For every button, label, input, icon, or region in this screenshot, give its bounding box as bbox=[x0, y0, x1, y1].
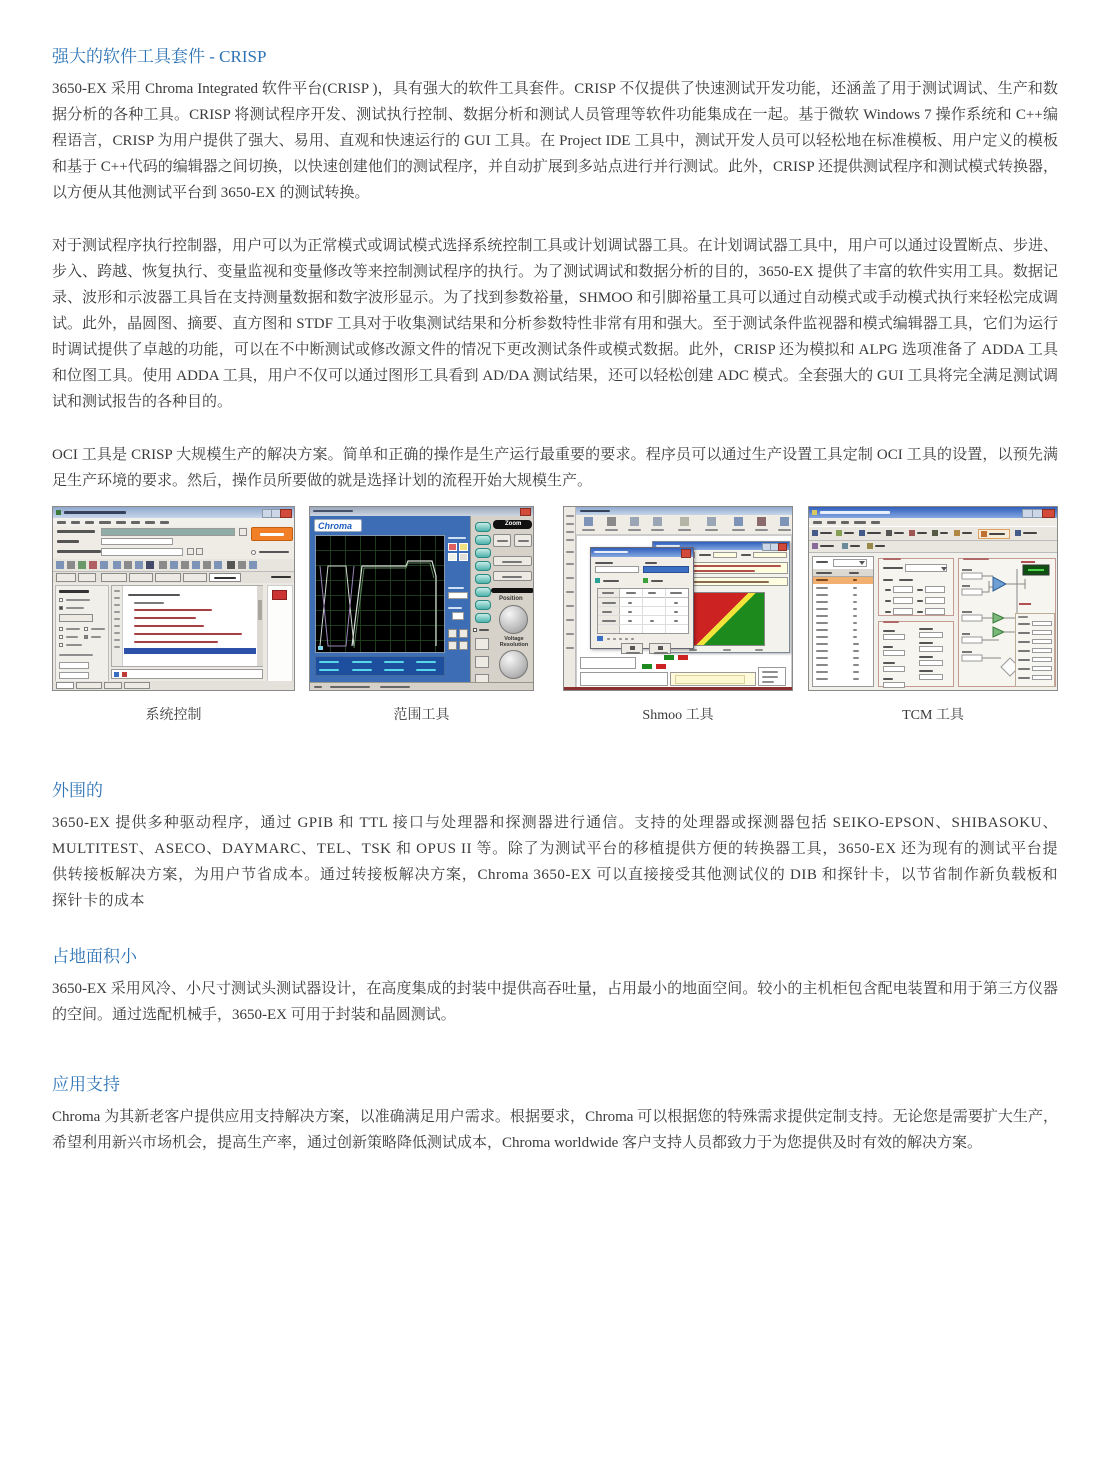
shmoo-setting-dialog bbox=[590, 547, 694, 649]
start-button bbox=[251, 527, 293, 541]
toolbar bbox=[53, 559, 294, 572]
window-titlebar bbox=[53, 507, 294, 518]
chevron-down-icon bbox=[941, 567, 947, 571]
close-plot-button bbox=[649, 643, 671, 654]
toolbar bbox=[809, 526, 1057, 541]
caption-scope: 范围工具 bbox=[393, 708, 450, 723]
selected-pin-row bbox=[813, 577, 873, 584]
menu-bar bbox=[53, 518, 294, 526]
zoom-out-button bbox=[514, 534, 532, 547]
paragraph-footprint: 3650-EX 采用风冷、小尺寸测试头测试器设计，在高度集成的封装中提供高吞吐量，占用最小的地面空间。较小的主机柜包含配电装置和用于第三方仪器的空间。通过选配机械手，3650-EX 可用于封装和晶圆测试。 bbox=[52, 981, 1058, 1023]
parameter-table bbox=[597, 588, 689, 634]
pin-mode-groupbox bbox=[878, 621, 954, 687]
window-titlebar bbox=[809, 507, 1057, 518]
code-editor bbox=[111, 585, 263, 667]
background-window-edge bbox=[564, 507, 576, 691]
menu-bar bbox=[809, 518, 1057, 526]
instrument-panel bbox=[470, 516, 533, 690]
measurement-readout bbox=[315, 656, 445, 676]
position-label: Position bbox=[499, 596, 523, 602]
tool-gallery bbox=[52, 506, 1058, 724]
chevron-down-icon bbox=[859, 561, 865, 565]
paragraph-peripheral: 3650-EX 提供多种驱动程序，通过 GPIB 和 TTL 接口与处理器和探测器进行通信。支持的处理器或探测器包括 SEIKO-EPSON、SHIBASOKU、MULTITEST、ASECO、DAYMARC、TEL、TSK 和 OPUS II 等。除了为测试平台的移植提供方便的转换器工具，3650-EX 还为现有的测试平台提供转接板解决方案，为用户节省成本。通过转接板解决方案，Chroma 3650-EX 可以直接接受其他测试仪的 DIB 和探针卡，以节省制作新负载板和探针卡的成本 bbox=[52, 815, 1058, 909]
pin-list-panel bbox=[812, 556, 874, 687]
gallery-item-system-control bbox=[52, 506, 295, 724]
legend-pass-swatch bbox=[664, 655, 674, 660]
horizontal-button bbox=[493, 556, 532, 566]
status-bar bbox=[310, 682, 533, 690]
heading-peripheral: 外围的 bbox=[52, 781, 103, 800]
program-field-area bbox=[53, 526, 294, 559]
plot-side-controls bbox=[448, 519, 470, 679]
toolbar-secondary bbox=[809, 541, 1057, 553]
result-fail-badge bbox=[272, 590, 287, 600]
timing-groupbox bbox=[878, 558, 954, 616]
result-panel bbox=[267, 585, 293, 683]
bottom-tab-strip bbox=[53, 681, 294, 690]
gallery-item-scope bbox=[309, 506, 534, 724]
waveform-plot bbox=[315, 535, 445, 653]
paragraph-crisp-1: 3650-EX 采用 Chroma Integrated 软件平台(CRISP )，具有强大的软件工具套件。CRISP 不仅提供了快速测试开发功能，还涵盖了用于测试调试、生产和数据分析的各种工具。CRISP 将测试程序开发、测试执行控制、数据分析和测试人员管理等软件功能集成在一起。基于微软 Windows 7 操作系统和 C++编程语言，CRISP 为用户提供了强大、易用、直观和快速运行的 GUI 工具。在 Project IDE 工具中，测试开发人员可以轻松地在标准模板、用户定义的模板和基于 C++代码的编辑器之间切换，以快速创建他们的测试程序，并自动扩展到多站点进行并行测试。此外，CRISP 还提供测试程序和测试模式转换器，以方便从其他测试平台到 3650-EX 的测试转换。 bbox=[52, 81, 1058, 201]
paragraph-crisp-2: 对于测试程序执行控制器，用户可以为正常模式或调试模式选择系统控制工具或计划调试器工具。在计划调试器工具中，用户可以通过设置断点、步进、步入、跨越、恢复执行、变量监视和变量修改等来控制测试程序的执行。为了测试调试和数据分析的目的，3650-EX 提供了丰富的软件实用工具。数据记录、波形和示波器工具旨在支持测量数据和数字波形显示。为了找到参数裕量，SHMOO 和引脚裕量工具可以通过自动模式或手动模式执行来轻松完成调试。此外，晶圆图、摘要、直方图和 STDF 工具对于收集测试结果和分析参数特性非常有用和强大。至于测试条件监视器和模式编辑器工具，它们为运行时调试提供了卓越的功能，可以在不中断测试或修改源文件的情况下更改测试条件或模式数据。此外，CRISP 还为模拟和 ALPG 选项准备了 ADDA 工具和位图工具。使用 ADDA 工具，用户不仅可以通过图形工具看到 AD/DA 测试结果，还可以轻松创建 ADC 模式。全套强大的 GUI 工具将完全满足测试调试和测试报告的各种目的。 bbox=[52, 238, 1058, 410]
scrollbar bbox=[257, 586, 263, 666]
window-bottom-edge bbox=[564, 687, 792, 690]
close-icon bbox=[280, 509, 292, 518]
heading-support: 应用支持 bbox=[52, 1075, 120, 1094]
message-box bbox=[111, 669, 263, 679]
caption-shmoo: Shmoo 工具 bbox=[642, 708, 714, 723]
tab-strip bbox=[53, 572, 294, 583]
start-plot-button bbox=[621, 643, 643, 654]
vertical-button bbox=[493, 571, 532, 581]
channel-button bbox=[475, 522, 491, 532]
screenshot-scope bbox=[309, 506, 534, 691]
window-titlebar bbox=[310, 507, 533, 516]
screenshot-tcm bbox=[808, 506, 1058, 691]
toolbar bbox=[576, 515, 792, 535]
voltage-resolution-label: Voltage Resolution bbox=[499, 636, 529, 648]
binding-stop-radio bbox=[251, 550, 256, 555]
close-icon bbox=[681, 549, 691, 558]
test-program-field bbox=[101, 528, 235, 536]
waveform-traces bbox=[316, 536, 444, 652]
zoom-section-header: Zoom bbox=[493, 520, 532, 529]
legend-fail-swatch bbox=[678, 655, 688, 660]
heading-crisp: 强大的软件工具套件 - CRISP bbox=[52, 47, 267, 66]
gallery-item-tcm bbox=[808, 506, 1058, 724]
settings-panel bbox=[55, 585, 109, 683]
close-icon bbox=[1042, 509, 1055, 518]
paragraph-crisp-3: OCI 工具是 CRISP 大规模生产的解决方案。简单和正确的操作是生产运行最重要的要求。程序员可以通过生产设置工具定制 OCI 工具的设置，以预先满足生产环境的要求。然后，操作员所要做的就是选择计划的流程开始大规模生产。 bbox=[52, 447, 1058, 489]
window-titlebar bbox=[576, 507, 792, 515]
active-tab bbox=[209, 573, 241, 582]
zoom-in-button bbox=[493, 534, 511, 547]
selected-item-field bbox=[643, 566, 689, 573]
caption-tcm: TCM 工具 bbox=[902, 708, 964, 723]
gallery-item-shmoo bbox=[563, 506, 793, 724]
position-knob bbox=[499, 605, 528, 634]
caption-system-control: 系统控制 bbox=[145, 708, 202, 723]
voltage-resolution-knob bbox=[499, 650, 528, 679]
pmu-sub-groupbox bbox=[1015, 613, 1055, 687]
paragraph-support: Chroma 为其新老客户提供应用支持解决方案，以准确满足用户需求。根据要求，Chroma 可以根据您的特殊需求提供定制支持。无论您是需要扩大生产，希望利用新兴市场机会，提高生产率，通过创新策略降低测试成本，Chroma worldwide 客户支持人员都致力于为您提供及时有效的解决方案。 bbox=[52, 1109, 1058, 1151]
close-icon bbox=[520, 508, 531, 516]
result-row bbox=[670, 672, 756, 686]
screenshot-system-control bbox=[52, 506, 295, 691]
selected-code-line bbox=[124, 648, 256, 654]
shmoo-plot bbox=[687, 592, 765, 646]
heading-footprint: 占地面积小 bbox=[52, 947, 137, 966]
screenshot-shmoo bbox=[563, 506, 793, 691]
pin-electronics-groupbox bbox=[958, 558, 1056, 687]
close-icon bbox=[778, 543, 787, 551]
chroma-logo: Chroma bbox=[314, 519, 362, 532]
page-content bbox=[52, 46, 1058, 1156]
